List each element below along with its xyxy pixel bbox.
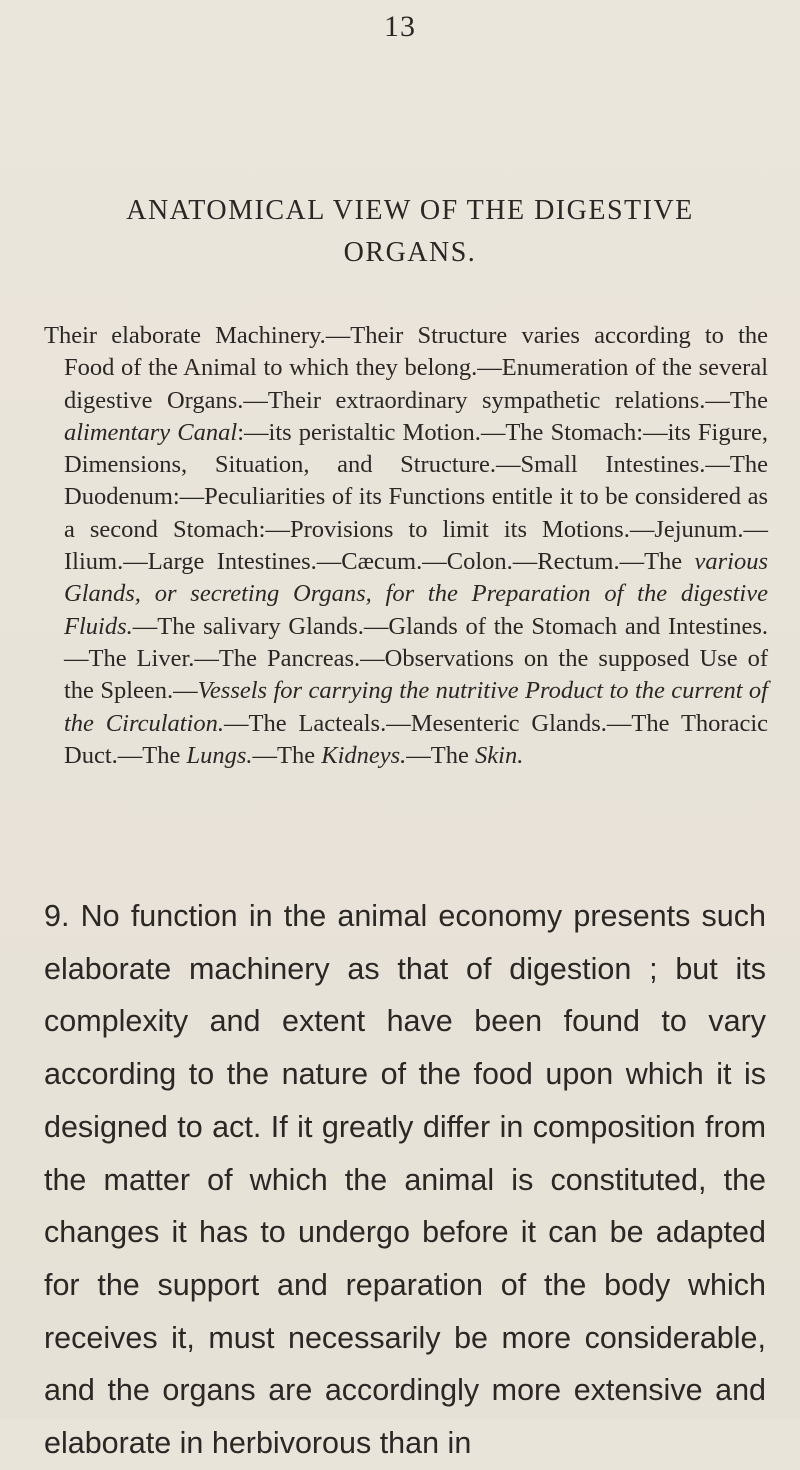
page-number: 13 bbox=[384, 10, 416, 43]
summary-italic-vessels: Vessels for carrying the nutritive Product to the current of the Circulation. bbox=[64, 677, 768, 737]
summary-italic-skin: Skin. bbox=[475, 741, 524, 769]
summary-text-4: —The Lacteals.—Mesenteric Glands.—The Thoracic Duct.—The bbox=[64, 709, 769, 769]
summary-text-1: Their elaborate Machinery.—Their Structure varies according to the Food of the Animal to which they belong.—Enumeration of the several digestive Organs.—Their extraordinary sympathetic relations.—The bbox=[44, 322, 768, 414]
summary-text-5: —The bbox=[252, 741, 322, 769]
summary-text-3: —The salivary Glands.—Glands of the Stomach and Intestines.—The Liver.—The Pancreas.—Observations on the supposed Use of the Spleen.— bbox=[64, 612, 768, 705]
paragraph-9: 9. No function in the animal economy presents such elaborate machinery as that of digestion ; but its complexity and extent have been found to vary according to the nature of the food upon which it is designed to act. If it greatly differ in composition from the matter of which the animal is constituted, the changes it has to undergo before it can be adapted for the support and reparation of the body which receives it, must necessarily be more considerable, and the organs are accordingly more extensive and elaborate in herbivorous than in bbox=[44, 899, 766, 1461]
summary-italic-glands: various Glands, or secreting Organs, for the Preparation of the digestive Fluids. bbox=[64, 548, 768, 640]
chapter-title bbox=[60, 190, 760, 274]
summary-italic-alimentary-canal: alimentary Canal bbox=[64, 418, 238, 446]
summary-text-2: :—its peristaltic Motion.—The Stomach:—its Figure, Dimensions, Situation, and Structure.—Small Intestines.—The Duodenum:—Peculiarities of its Functions entitle it to be considered as a second Stomach:—Provisions to limit its Motions.—Jejunum.—Ilium.—Large Intestines.—Cæcum.—Colon.—Rectum.—The bbox=[64, 418, 769, 576]
summary-text-6: —The bbox=[406, 741, 476, 769]
summary-italic-kidneys: Kidneys. bbox=[321, 741, 407, 769]
chapter-title-line-2: ORGANS. bbox=[343, 237, 477, 268]
chapter-summary bbox=[44, 320, 768, 772]
chapter-title-line-1: ANATOMICAL VIEW OF THE DIGESTIVE bbox=[126, 195, 694, 226]
summary-italic-lungs: Lungs. bbox=[186, 741, 253, 769]
